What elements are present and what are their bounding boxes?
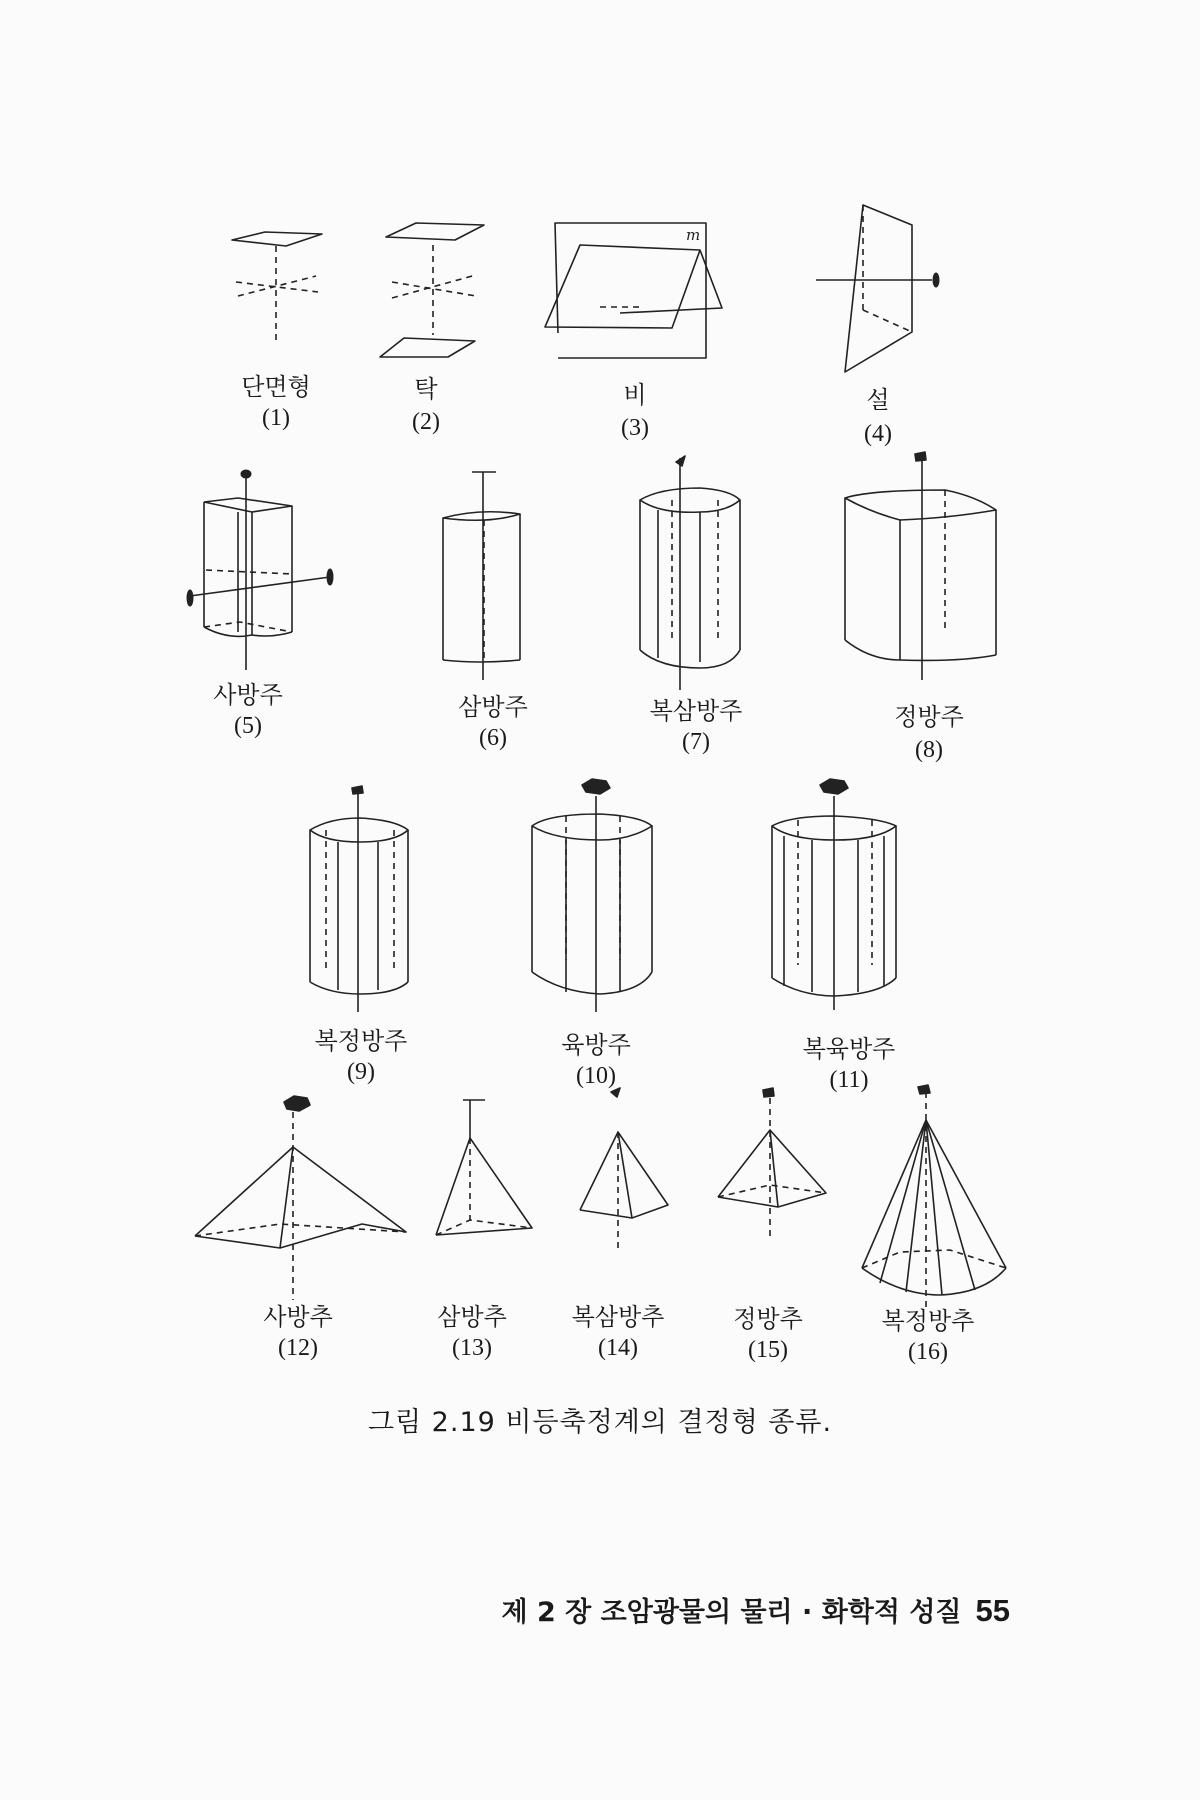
page-number: 55 [975,1593,1010,1628]
figure-12-name: 사방추 [263,1303,333,1331]
figure-8-tetragonal-prism-drawing [845,452,996,680]
figure-caption: 그림 2.19 비등축정계의 결정형 종류. [367,1407,833,1438]
figure-7-ditrigonal-prism-drawing [640,456,740,690]
figure-2-number: (2) [412,409,440,435]
figure-6-number: (6) [479,725,507,751]
figure-14-ditrigonal-pyramid-drawing [580,1088,668,1250]
figure-5-number: (5) [234,713,262,739]
figure-11-dihexagonal-prism-drawing [772,779,896,1010]
figure-10-hexagonal-prism-drawing [532,779,652,1012]
figure-11-name: 복육방주 [802,1035,896,1063]
figure-3-number: (3) [621,415,649,441]
figure-4-name: 설 [866,386,890,414]
figure-7-number: (7) [682,729,710,755]
figure-4-sphenoid-drawing [816,205,939,372]
figure-1-number: (1) [262,405,290,431]
figure-8-name: 정방주 [894,703,964,731]
figure-5-rhombic-prism-drawing [187,470,333,670]
figure-14-number: (14) [598,1335,638,1361]
figure-9-name: 복정방주 [314,1027,408,1055]
figure-11-number: (11) [829,1067,869,1093]
figure-2-name: 탁 [414,375,438,403]
figure-4-number: (4) [864,421,892,447]
figure-10-number: (10) [576,1063,616,1089]
figure-6-name: 삼방주 [458,693,528,721]
figure-14-name: 복삼방추 [571,1303,665,1331]
figure-16-name: 복정방추 [881,1307,975,1335]
figure-15-name: 정방추 [733,1305,803,1333]
figure-15-number: (15) [748,1337,788,1363]
figure-15-tetragonal-pyramid-drawing [718,1088,826,1236]
figure-13-number: (13) [452,1335,492,1361]
figure-16-number: (16) [908,1339,948,1365]
chapter-title: 제 2 장 조암광물의 물리 · 화학적 성질 [501,1597,962,1628]
figure-9-ditetragonal-prism-drawing [310,786,408,1012]
page-footer [502,1590,1010,1629]
figure-16-ditetragonal-pyramid-drawing [862,1085,1006,1310]
figure-12-number: (12) [278,1335,318,1361]
figure-3-name: 비 [623,381,647,409]
figure-7-name: 복삼방주 [649,697,743,725]
figure-13-trigonal-pyramid-drawing [436,1100,532,1235]
figure-12-rhombic-pyramid-drawing [195,1096,406,1300]
figure-5-name: 사방주 [213,681,283,709]
figure-9-number: (9) [347,1059,375,1085]
figure-1-pedion-drawing [232,232,322,340]
figure-13-name: 삼방추 [437,1303,507,1331]
figure-3-dome-drawing [545,223,722,358]
figure-1-name: 단면형 [241,373,311,401]
figure-6-trigonal-prism-drawing [443,472,520,680]
figure-10-name: 육방주 [561,1031,631,1059]
figure-8-number: (8) [915,737,943,763]
figure-2-pinacoid-drawing [380,223,484,357]
mirror-plane-symbol: m [686,226,701,244]
